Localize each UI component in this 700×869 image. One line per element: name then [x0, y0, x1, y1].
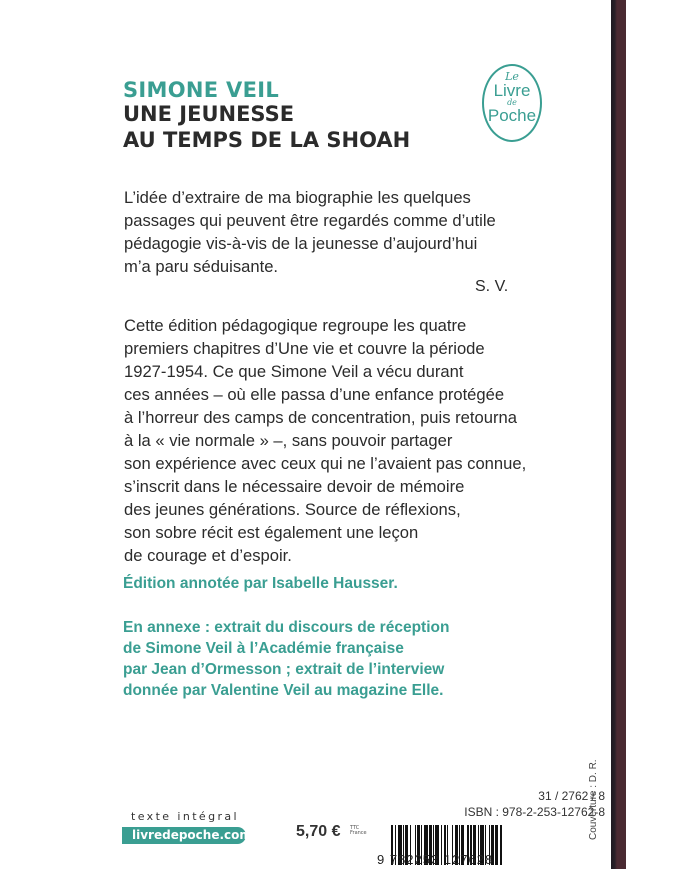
annex-note — [123, 617, 449, 701]
annex-line: En annexe : extrait du discours de réception — [123, 619, 450, 636]
summary-line: des jeunes générations. Source de réflexions, — [124, 500, 461, 519]
isbn: ISBN : 978-2-253-12762-8 — [464, 805, 605, 819]
summary-line: à l’horreur des camps de concentration, puis retourna — [124, 408, 517, 427]
book-title — [123, 101, 410, 153]
logo-text: de — [507, 98, 517, 107]
price: 5,70 € — [296, 823, 341, 840]
quote-line: pédagogie vis-à-vis de la jeunesse d’aujourd’hui — [124, 234, 478, 253]
cover-credit: Couverture : D. R. — [588, 759, 599, 840]
quote-line: m’a paru séduisante. — [124, 257, 279, 276]
author-quote — [124, 186, 496, 278]
summary-line: 1927-1954. Ce que Simone Veil a vécu durant — [124, 362, 464, 381]
quote-signature: S. V. — [475, 278, 509, 295]
publisher-logo — [482, 64, 542, 142]
texte-integral-label: texte intégral — [131, 810, 239, 823]
logo-text: Poche — [487, 106, 537, 125]
author-name: SIMONE VEIL — [123, 78, 280, 102]
summary-line: de courage et d’espoir. — [124, 546, 292, 565]
quote-line: passages qui peuvent être regardés comme d’utile — [124, 211, 496, 230]
edition-note: Édition annotée par Isabelle Hausser. — [123, 575, 398, 592]
title-line: AU TEMPS DE LA SHOAH — [123, 128, 411, 152]
price-note-line: France — [350, 830, 367, 836]
logo-text: Livre — [493, 81, 531, 100]
summary-line: ces années – où elle passa d’une enfance protégée — [124, 385, 505, 404]
summary-line: premiers chapitres d’Une vie et couvre la période — [124, 339, 485, 358]
price-note — [350, 826, 367, 836]
price-note-line: TTC — [350, 825, 360, 831]
website-link[interactable]: livredepoche.com — [122, 827, 246, 844]
summary-line: s’inscrit dans le nécessaire devoir de mémoire — [124, 477, 465, 496]
summary-line: Cette édition pédagogique regroupe les quatre — [124, 316, 467, 335]
quote-line: L’idée d’extraire de ma biographie les quelques — [124, 188, 471, 207]
logo-text: Le — [505, 70, 519, 83]
book-spine-edge — [611, 0, 626, 869]
annex-line: par Jean d’Ormesson ; extrait de l’interview — [123, 661, 445, 678]
title-line: UNE JEUNESSE — [123, 102, 295, 126]
catalog-code: 31 / 2762 / 8 — [538, 789, 605, 803]
summary-line: à la « vie normale » –, sans pouvoir partager — [124, 431, 453, 450]
barcode-digits: 9 782253 127628 — [377, 852, 494, 867]
summary-line: son expérience avec ceux qui ne l’avaient pas connue, — [124, 454, 527, 473]
annex-line: de Simone Veil à l’Académie française — [123, 640, 404, 657]
summary-line: son sobre récit est également une leçon — [124, 523, 419, 542]
summary-paragraph — [124, 314, 526, 567]
annex-line: donnée par Valentine Veil au magazine Elle. — [123, 682, 444, 699]
